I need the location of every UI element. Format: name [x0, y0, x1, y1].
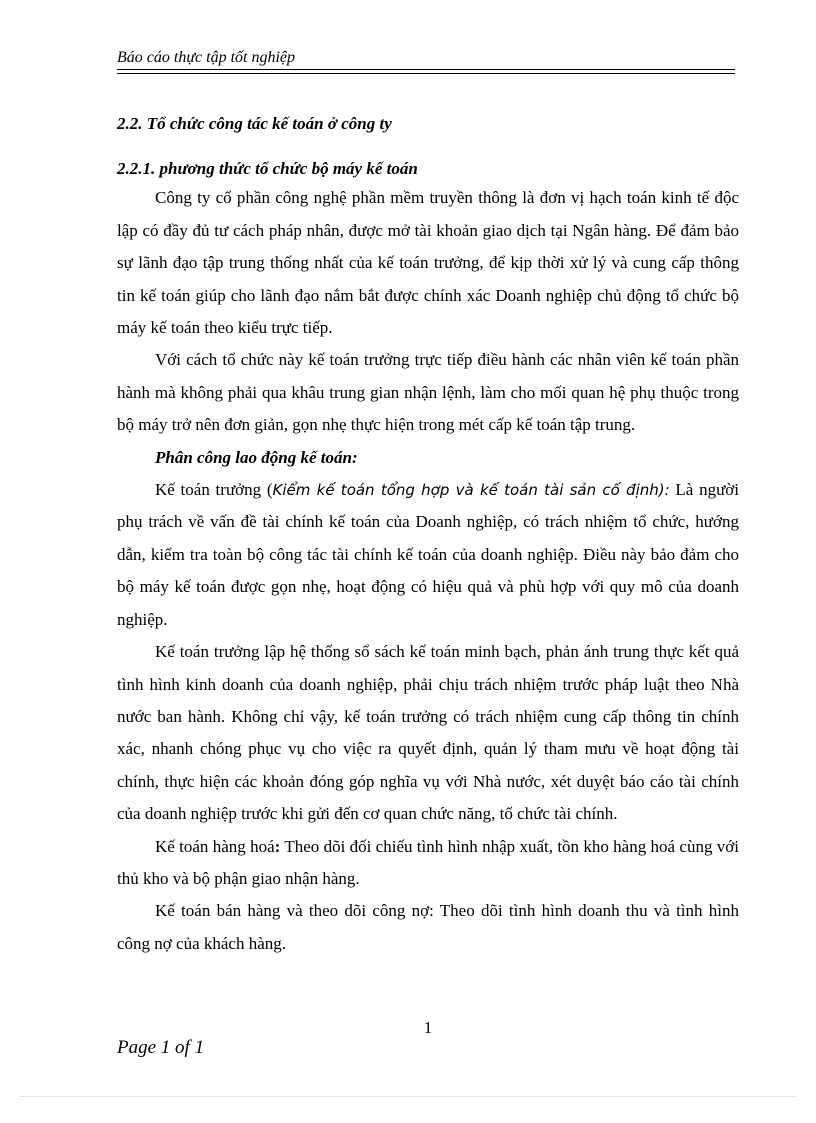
paragraph-5 — [117, 831, 739, 896]
paragraph-2: Với cách tổ chức này kế toán trưởng trực tiếp điều hành các nhân viên kế toán phần hành mà không phải qua khâu trung gian nhận lệnh, làm cho mối quan hệ phụ thuộc trong bộ máy trở nên đơn giản, gọn nhẹ thực hiện trong mét cấp kế toán tập trung. — [117, 350, 739, 435]
subheading-text: Phân công lao động kế toán: — [155, 447, 358, 467]
document-body — [117, 108, 739, 960]
p5-rest: Theo dõi đối chiếu tình hình nhập xuất, tồn kho hàng hoá cùng với thủ kho và bộ phận giao nhận hàng. — [117, 836, 739, 888]
section-title: 2.2. Tổ chức công tác kế toán ở công ty — [117, 114, 392, 133]
header-rule — [117, 69, 735, 74]
p3-italic: Kiểm kế toán tổng hợp và kế toán tài sản cố định — [272, 481, 659, 500]
p3-mid: ): — [658, 481, 670, 500]
p3-rest: Là người phụ trách về vấn đề tài chính kế toán của Doanh nghiệp, có trách nhiệm tổ chức, hướng dẫn, kiểm tra toàn bộ công tác tài chính kế toán của doanh nghiệp. Điều này bảo đảm cho bộ máy kế toán được gọn nhẹ, hoạt động có hiệu quả và phù hợp với quy mô của doanh nghiệp. — [117, 480, 739, 629]
paragraph-6: Kế toán bán hàng và theo dõi công nợ: Theo dõi tình hình doanh thu và tình hình công nợ của khách hàng. — [117, 901, 739, 953]
subheading-division — [117, 442, 739, 474]
p5-colon: : — [274, 836, 281, 856]
page-boundary — [20, 1096, 796, 1097]
paragraph-1: Công ty cổ phần công nghệ phần mềm truyền thông là đơn vị hạch toán kinh tế độc lập có đầy đủ tư cách pháp nhân, được mở tài khoản giao dịch tại Ngân hàng. Để đảm bảo sự lãnh đạo tập trung thống nhất của kế toán trưởng, để kịp thời xử lý và cung cấp thông tin kế toán giúp cho lãnh đạo nắm bắt được chính xác Doanh nghiệp chủ động tổ chức bộ máy kế toán theo kiểu trực tiếp. — [117, 188, 739, 338]
paragraph-3 — [117, 474, 739, 636]
paragraph-4: Kế toán trưởng lập hệ thống sổ sách kế toán minh bạch, phản ánh trung thực kết quả tình hình kinh doanh của doanh nghiệp, phải chịu trách nhiệm trước pháp luật theo Nhà nước ban hành. Không chỉ vậy, kế toán trưởng có trách nhiệm cung cấp thông tin chính xác, nhanh chóng phục vụ cho việc ra quyết định, quản lý tham mưu về hoạt động tài chính, thực hiện các khoản đóng góp nghĩa vụ với Nhà nước, xét duyệt báo cáo tài chính của doanh nghiệp trước khi gửi đến cơ quan chức năng, tổ chức tài chính. — [117, 642, 739, 824]
p3-lead: Kế toán trưởng ( — [155, 480, 273, 500]
footer-page-count: Page 1 of 1 — [117, 1037, 205, 1058]
page-number: 1 — [423, 1018, 433, 1037]
running-header: Báo cáo thực tập tốt nghiệp — [117, 49, 296, 66]
p5-lead: Kế toán hàng hoá — [155, 836, 275, 856]
subsection-title: 2.2.1. phương thức tổ chức bộ máy kế toán — [117, 159, 418, 179]
